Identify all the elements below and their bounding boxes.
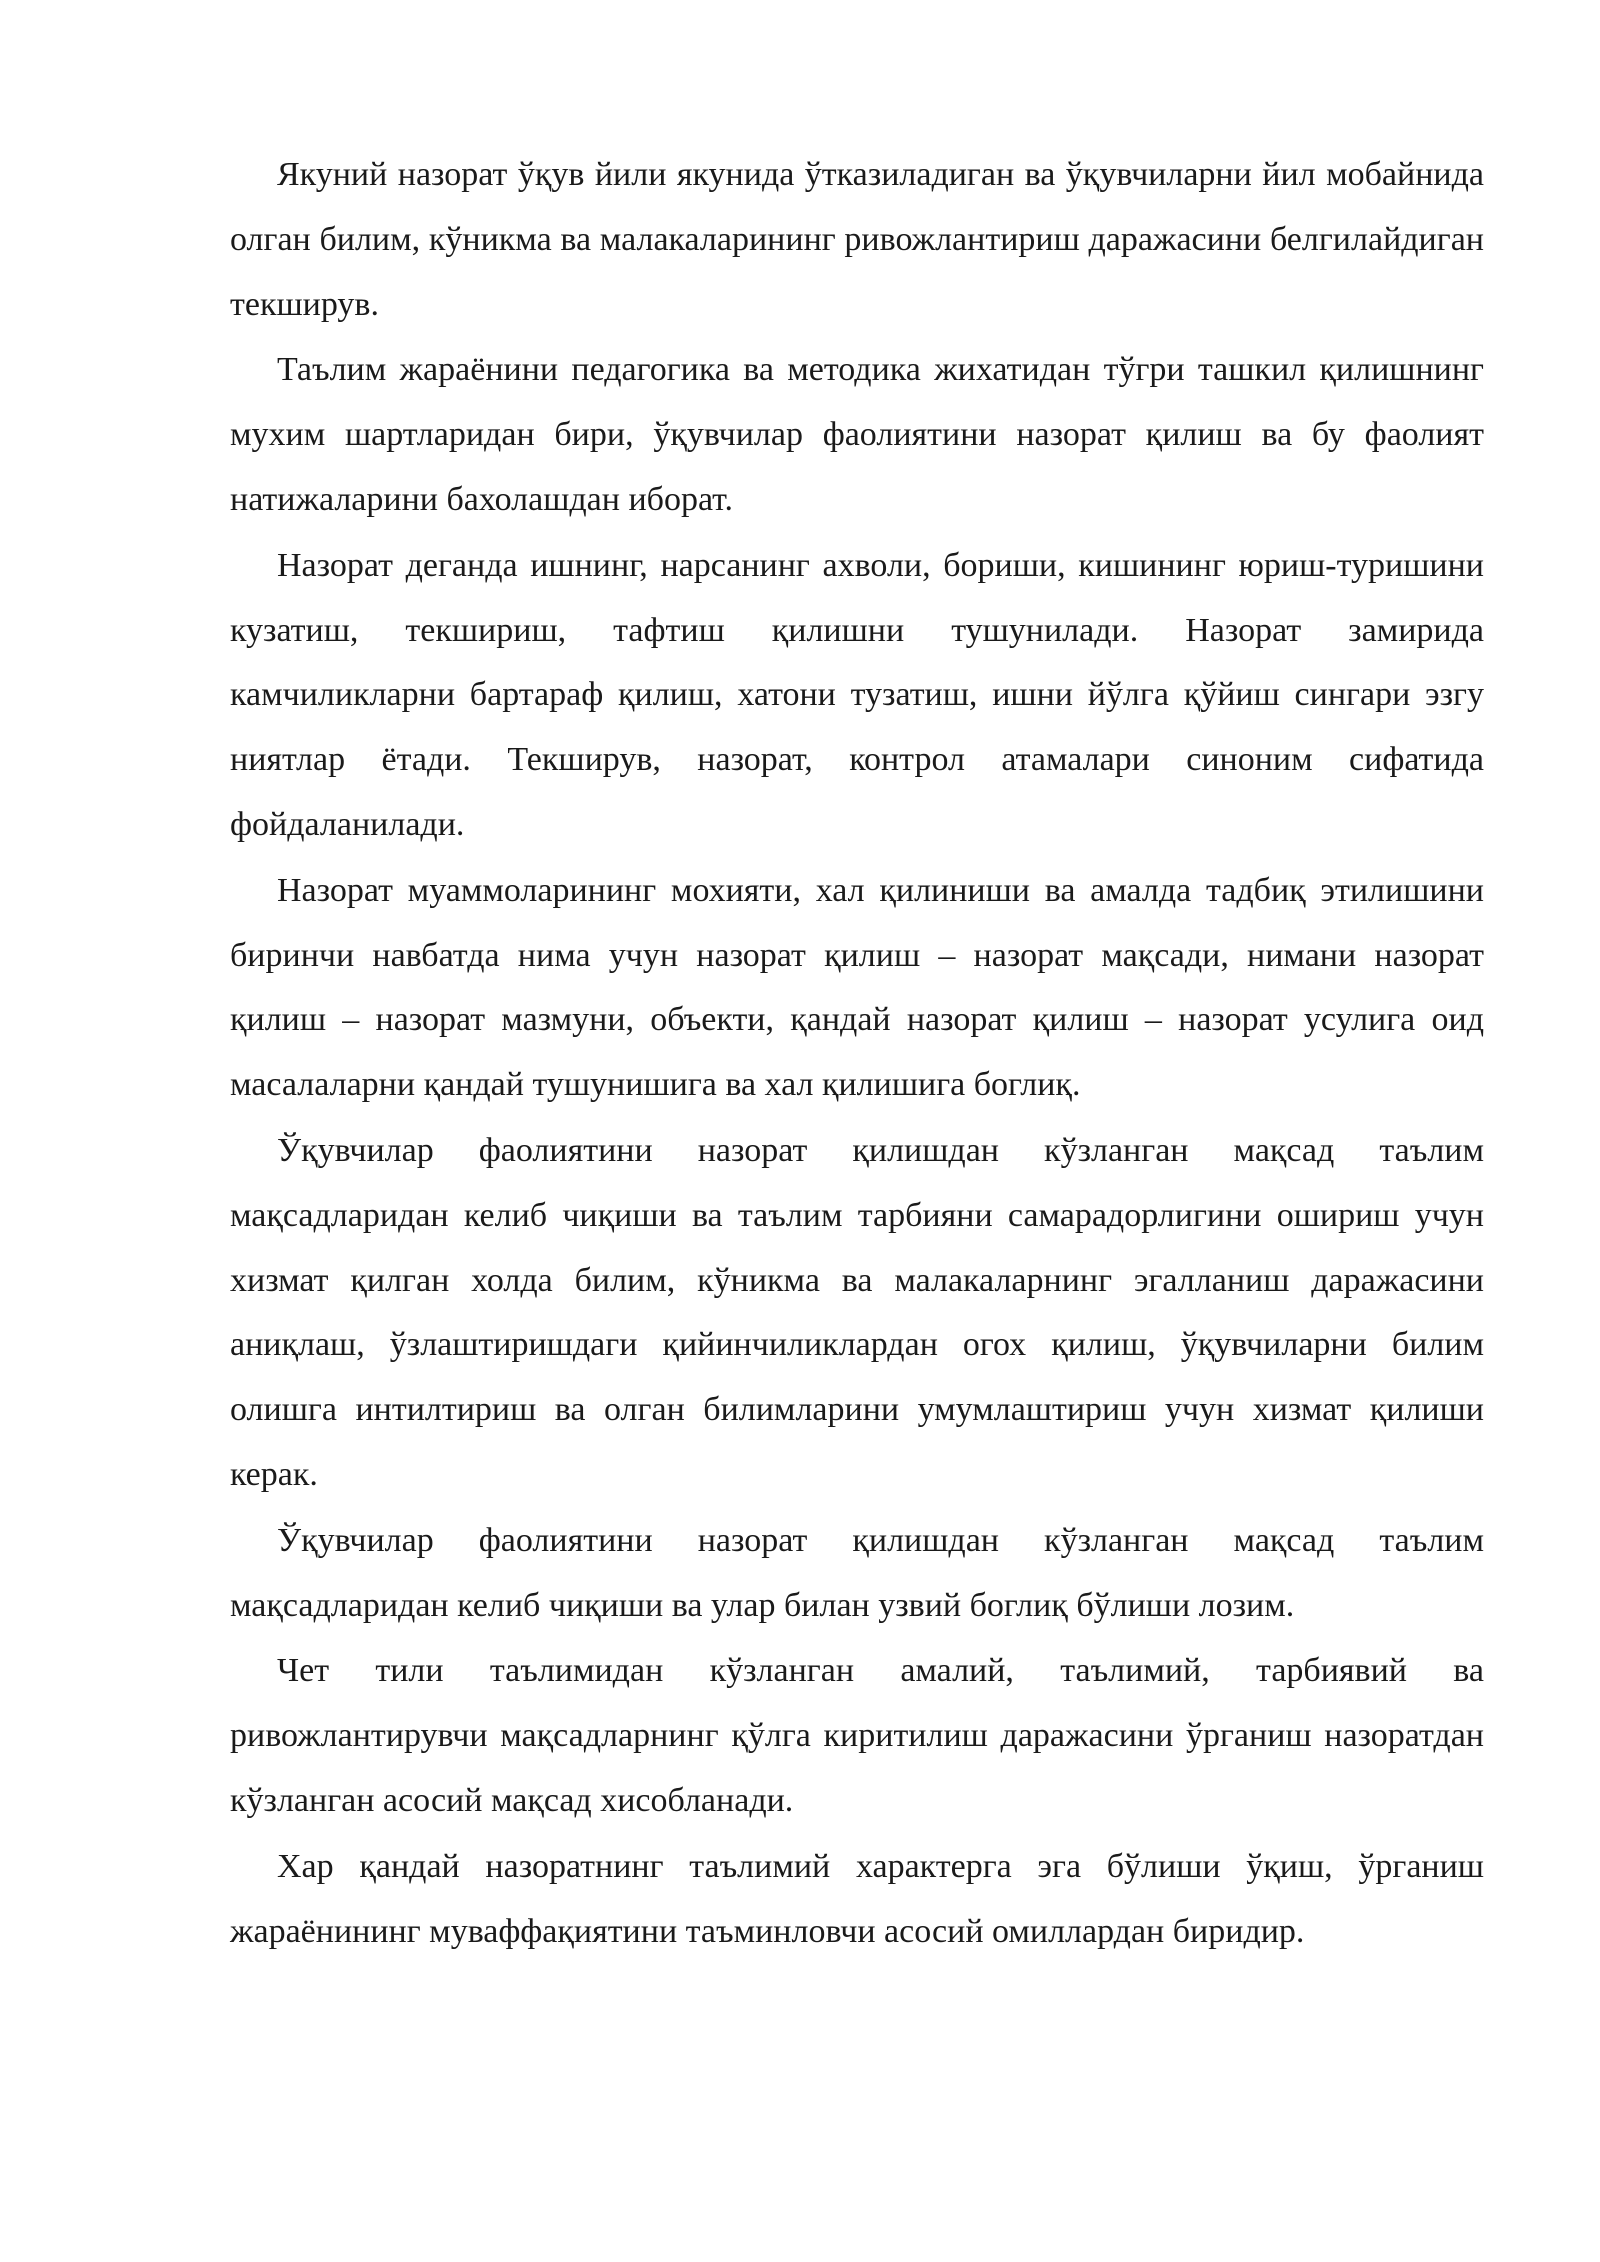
- paragraph-control-purpose: Ўқувчилар фаолиятини назорат қилишдан кўзланган мақсад таълим мақсадларидан келиб чиқиши ва таълим тарбияни самарадорлигини ошириш учун хизмат қилган холда билим, кўникма ва малакаларнинг эгалланиш даражасини аниқлаш, ўзлаштиришдаги қийинчиликлардан огох қилиш, ўқувчиларни билим олишга интилтириш ва олган билимларини умумлаштириш учун хизмат қилиши керак.: [230, 1131, 1484, 1493]
- paragraph-control-definition: Назорат деганда ишнинг, нарсанинг ахволи, бориши, кишининг юриш-туришини кузатиш, текшириш, тафтиш қилишни тушунилади. Назорат замирида камчиликларни бартараф қилиш, хатони тузатиш, ишни йўлга қўйиш сингари эзгу ниятлар ётади. Текширув, назорат, контрол атамалари синоним сифатида фойдаланилади.: [230, 546, 1484, 843]
- paragraph-goal-relation: Ўқувчилар фаолиятини назорат қилишдан кўзланган мақсад таълим мақсадларидан келиб чиқиши ва улар билан узвий боглиқ бўлиши лозим.: [230, 1521, 1484, 1624]
- document-body: [230, 143, 1484, 1964]
- paragraph-final-assessment: Якуний назорат ўқув йили якунида ўтказиладиган ва ўқувчиларни йил мобайнида олган билим, кўникма ва малакаларининг ривожлантириш даражасини белгилайдиган текширув.: [230, 156, 1484, 323]
- paragraph-learning-process: Таълим жараёнини педагогика ва методика жихатидан тўгри ташкил қилишнинг мухим шартларидан бири, ўқувчилар фаолиятини назорат қилиш ва бу фаолият натижаларини бахолашдан иборат.: [230, 351, 1484, 518]
- paragraph-educational-character: Хар қандай назоратнинг таълимий характерга эга бўлиши ўқиш, ўрганиш жараёнининг муваффақиятини таъминловчи асосий омиллардан биридир.: [230, 1847, 1484, 1950]
- paragraph-control-problems: Назорат муаммоларининг мохияти, хал қилиниши ва амалда тадбиқ этилишини биринчи навбатда нима учун назорат қилиш – назорат мақсади, нимани назорат қилиш – назорат мазмуни, объекти, қандай назорат қилиш – назорат усулига оид масалаларни қандай тушунишига ва хал қилишига боглиқ.: [230, 871, 1484, 1104]
- paragraph-foreign-language: Чет тили таълимидан кўзланган амалий, таълимий, тарбиявий ва ривожлантирувчи мақсадларнинг қўлга киритилиш даражасини ўрганиш назоратдан кўзланган асосий мақсад хисобланади.: [230, 1652, 1484, 1819]
